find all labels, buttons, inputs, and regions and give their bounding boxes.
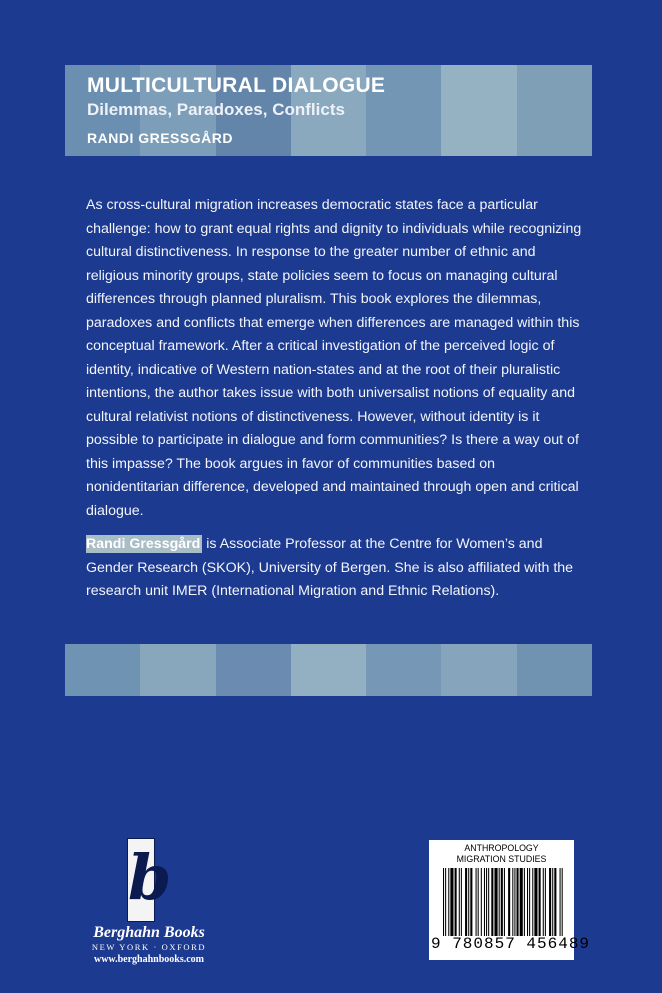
- color-tile: [441, 65, 516, 156]
- barcode-bar: [520, 868, 523, 936]
- author-bio-name: Randi Gressgård: [86, 536, 201, 552]
- book-subtitle: Dilemmas, Paradoxes, Conflicts: [87, 100, 345, 119]
- footer-band: [65, 644, 592, 696]
- barcode-box: [429, 840, 591, 960]
- barcode-bar: [512, 868, 513, 936]
- barcode-bar: [517, 868, 519, 936]
- book-author: RANDI GRESSGÅRD: [87, 130, 233, 146]
- color-tile: [216, 644, 291, 696]
- barcode-bars: [443, 868, 563, 936]
- color-tile: [517, 644, 592, 696]
- barcode-bar: [468, 868, 469, 936]
- barcode-bar: [529, 868, 530, 936]
- barcode-bar: [508, 868, 510, 936]
- barcode-bar: [445, 868, 446, 936]
- color-tile: [65, 644, 140, 696]
- barcode-bar: [448, 868, 449, 936]
- barcode-bar: [478, 868, 479, 936]
- barcode-bar: [554, 868, 556, 936]
- header-band: [65, 65, 592, 156]
- publisher-name: Berghahn Books: [93, 924, 205, 941]
- header-text: [87, 73, 385, 148]
- barcode-category-1: ANTHROPOLOGY: [464, 843, 539, 853]
- book-title: MULTICULTURAL DIALOGUE: [87, 74, 386, 97]
- barcode-bar: [476, 868, 477, 936]
- barcode-bar: [524, 868, 525, 936]
- color-tile: [140, 644, 215, 696]
- publisher-url: www.berghahnbooks.com: [93, 954, 205, 965]
- barcode-bar: [486, 868, 487, 936]
- publisher-cities: NEW YORK · OXFORD: [91, 942, 207, 952]
- barcode-bar: [484, 868, 485, 936]
- barcode-bar: [527, 868, 528, 936]
- barcode-bar: [470, 868, 472, 936]
- barcode-bar: [543, 868, 544, 936]
- barcode-bar: [481, 868, 482, 936]
- color-tile: [291, 644, 366, 696]
- barcode-bar: [465, 868, 467, 936]
- barcode-bar: [514, 868, 515, 936]
- barcode-bar: [443, 868, 444, 936]
- barcode-bar: [461, 868, 462, 936]
- publisher-logo-mark: [127, 838, 172, 922]
- barcode-bar: [499, 868, 500, 936]
- barcode-bar: [494, 868, 497, 936]
- barcode-bar: [501, 868, 503, 936]
- publisher-logo-letter: b: [128, 841, 172, 914]
- color-tile: [441, 644, 516, 696]
- barcode-bar: [552, 868, 553, 936]
- author-bio: [86, 533, 586, 604]
- color-tile: [366, 644, 441, 696]
- barcode-bar: [545, 868, 546, 936]
- isbn-digits: 9 780857 456489: [431, 935, 591, 953]
- barcode-bar: [532, 868, 533, 936]
- barcode-bar: [455, 868, 457, 936]
- barcode-bar: [539, 868, 541, 936]
- author-bio-text: is Associate Professor at the Centre for Women’s and Gender Research (SKOK), University of Bergen. She is also affiliated with the research unit IMER (International Migration and Ethnic Relations).: [86, 536, 574, 599]
- barcode-bar: [488, 868, 489, 936]
- color-tile: [517, 65, 592, 156]
- book-description: As cross-cultural migration increases democratic states face a particular challenge: how to grant equal rights and dignity to individuals while recognizing cultural distinctiveness. In response to the greater number of ethnic and religious minority groups, state policies seem to focus on managing cultural differences through planned pluralism. This book explores the dilemmas, paradoxes and conflicts that emerge when differences are managed within this conceptual framework. After a critical investigation of the perceived logic of identity, indicative of Western nation-states and at the root of their pluralistic intentions, the author takes issue with both universalist notions of equality and cultural relativist notions of distinctiveness. However, without identity is it possible to participate in dialogue and form communities? Is there a way out of this impasse? The book argues in favor of communities based on nonidentitarian difference, developed and maintained through open and critical dialogue.: [86, 197, 582, 519]
- barcode-bar: [549, 868, 551, 936]
- barcode-bar: [560, 868, 561, 936]
- barcode-bar: [450, 868, 453, 936]
- barcode-category-2: MIGRATION STUDIES: [456, 854, 547, 864]
- barcode-bar: [562, 868, 563, 936]
- barcode-bar: [491, 868, 493, 936]
- barcode-bar: [459, 868, 460, 936]
- footer-tile-strip: [65, 644, 592, 696]
- barcode-bar: [534, 868, 537, 936]
- barcode-bar: [504, 868, 505, 936]
